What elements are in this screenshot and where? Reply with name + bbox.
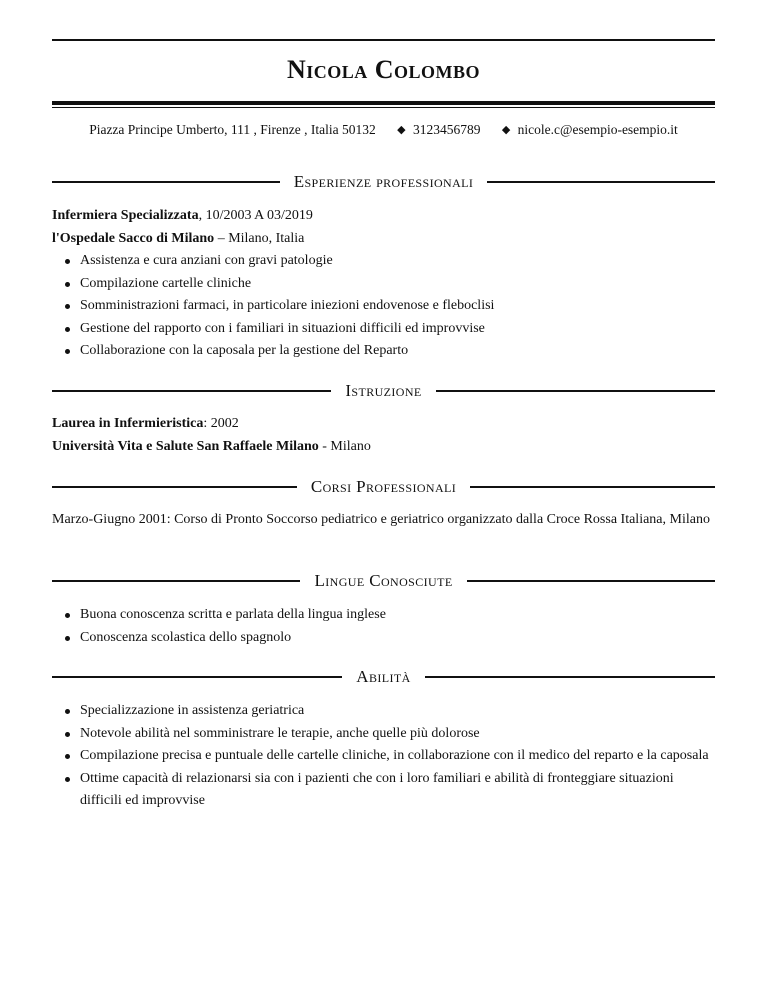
employer-location: – Milano, Italia (214, 230, 305, 246)
section-rule (52, 580, 300, 582)
address: Piazza Principe Umberto, 111 , Firenze , Italia 50132 (89, 122, 376, 137)
section-rule (467, 580, 715, 582)
list-item: Conoscenza scolastica dello spagnolo (80, 627, 715, 650)
section-title: Lingue Conosciute (314, 571, 453, 590)
list-item: Ottime capacità di relazionarsi sia con i pazienti che con i loro familiari e abilità di fronteggiare situazioni difficili ed improvvise (80, 768, 715, 813)
section-rule (52, 181, 280, 183)
experience-list (52, 250, 715, 363)
diamond-icon: ◆ (501, 124, 511, 136)
email: nicole.c@esempio-esempio.it (517, 122, 678, 137)
skills-list (52, 700, 715, 813)
list-item: Compilazione cartelle cliniche (80, 273, 715, 296)
section-rule (470, 486, 715, 488)
list-item: Compilazione precisa e puntuale delle cartelle cliniche, in collaborazione con il medico del reparto e la caposala (80, 745, 715, 768)
section-languages (52, 571, 715, 591)
section-skills (52, 667, 715, 687)
list-item: Buona conoscenza scritta e parlata della lingua inglese (80, 604, 715, 627)
section-rule (487, 181, 715, 183)
school-city: - Milano (318, 438, 371, 454)
candidate-name: Nicola Colombo (286, 55, 481, 84)
section-rule (425, 676, 715, 678)
section-title: Istruzione (345, 381, 422, 400)
section-education (52, 381, 715, 401)
list-item: Collaborazione con la caposala per la gestione del Reparto (80, 340, 715, 363)
section-title: Corsi Professionali (310, 477, 457, 496)
degree-year: : 2002 (203, 416, 239, 431)
top-rule (52, 39, 715, 41)
course-text: Marzo-Giugno 2001: Corso di Pronto Soccorso pediatrico e geriatrico organizzato dalla Croce Rossa Italiana, Milano (52, 512, 710, 527)
diamond-icon: ◆ (397, 124, 406, 136)
degree: Laurea in Infermieristica (52, 416, 204, 431)
section-rule (52, 676, 342, 678)
experience-block (52, 205, 715, 363)
section-rule (52, 390, 331, 392)
list-item: Specializzazione in assistenza geriatrica (80, 700, 715, 723)
list-item: Gestione del rapporto con i familiari in situazioni difficili ed improvvise (80, 318, 715, 341)
skills-block (52, 700, 715, 813)
languages-list (52, 604, 715, 649)
job-title-line (52, 205, 715, 228)
list-item: Assistenza e cura anziani con gravi patologie (80, 250, 715, 273)
degree-line (52, 413, 715, 436)
courses-block (52, 509, 715, 532)
employer-line (52, 228, 715, 251)
section-rule (52, 486, 297, 488)
school: Università Vita e Salute San Raffaele Milano (52, 438, 319, 454)
section-experience (52, 172, 715, 192)
job-dates: , 10/2003 A 03/2019 (198, 208, 313, 223)
header-rule-thin (52, 107, 715, 108)
section-title: Abilità (356, 667, 411, 686)
section-courses (52, 477, 715, 497)
header-rule-thick (52, 101, 715, 105)
job-role: Infermiera Specializzata (52, 208, 199, 223)
list-item: Notevole abilità nel somministrare le terapie, anche quelle più dolorose (80, 723, 715, 746)
phone: 3123456789 (412, 122, 481, 137)
languages-block (52, 604, 715, 649)
education-block (52, 413, 715, 458)
school-line (52, 436, 715, 459)
list-item: Somministrazioni farmaci, in particolare iniezioni endovenose e fleboclisi (80, 295, 715, 318)
employer: l'Ospedale Sacco di Milano (52, 230, 215, 246)
section-title: Esperienze professionali (293, 172, 474, 191)
section-rule (436, 390, 715, 392)
contact-line (52, 122, 715, 138)
